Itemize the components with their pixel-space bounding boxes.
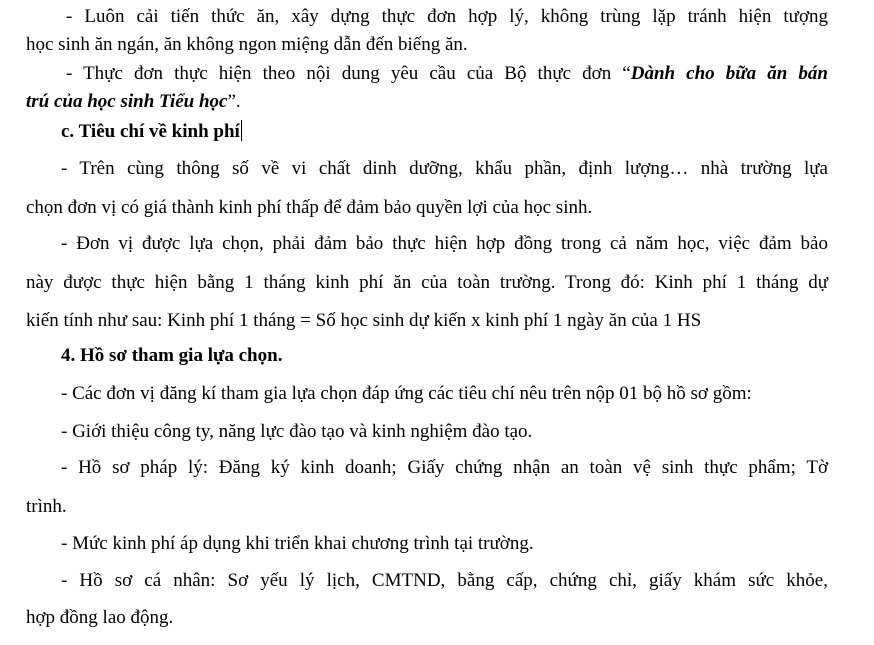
list-item: - Hồ sơ pháp lý: Đăng ký kinh doanh; Giấy chứng nhận an toàn vệ sinh thực phẩm; Tờ [61, 457, 828, 478]
paragraph-line: này được thực hiện bằng 1 tháng kinh phí ăn của toàn trường. Trong đó: Kinh phí 1 tháng dự [26, 272, 828, 293]
heading-text: c. Tiêu chí về kinh phí [61, 121, 240, 142]
text-run: ”. [227, 91, 241, 112]
paragraph-line: - Đơn vị được lựa chọn, phải đảm bảo thực hiện hợp đồng trong cả năm học, việc đảm bảo [61, 233, 828, 254]
list-item: - Các đơn vị đăng kí tham gia lựa chọn đáp ứng các tiêu chí nêu trên nộp 01 bộ hồ sơ gồm: [61, 383, 752, 404]
list-item-continuation: trình. [26, 496, 67, 517]
text-cursor [241, 120, 242, 141]
paragraph-line: - Luôn cải tiến thức ăn, xây dựng thực đơn hợp lý, không trùng lặp tránh hiện tượng [66, 6, 828, 27]
paragraph-line: kiến tính như sau: Kinh phí 1 tháng = Số học sinh dự kiến x kinh phí 1 ngày ăn của 1 HS [26, 310, 702, 331]
text-run: - Thực đơn thực hiện theo nội dung yêu cầu của Bộ thực đơn “ [66, 63, 631, 84]
italic-title-run: trú của học sinh Tiểu học [26, 91, 228, 112]
paragraph-line [26, 91, 828, 113]
italic-title-run: Dành cho bữa ăn bán [630, 63, 828, 84]
paragraph-line: học sinh ăn ngán, ăn không ngon miệng dẫn đến biếng ăn. [26, 34, 468, 55]
paragraph-line [66, 63, 828, 85]
section-heading-4: 4. Hồ sơ tham gia lựa chọn. [61, 345, 283, 366]
list-item: - Mức kinh phí áp dụng khi triển khai chương trình tại trường. [61, 533, 534, 554]
section-heading-c[interactable] [61, 120, 828, 142]
paragraph-line: - Trên cùng thông số về vi chất dinh dưỡng, khẩu phần, định lượng… nhà trường lựa [61, 158, 828, 179]
list-item-continuation: hợp đồng lao động. [26, 607, 174, 628]
paragraph-line: chọn đơn vị có giá thành kinh phí thấp để đảm bảo quyền lợi của học sinh. [26, 197, 593, 218]
list-item: - Giới thiệu công ty, năng lực đào tạo và kinh nghiệm đào tạo. [61, 421, 533, 442]
list-item: - Hồ sơ cá nhân: Sơ yếu lý lịch, CMTND, bằng cấp, chứng chỉ, giấy khám sức khỏe, [61, 570, 828, 591]
